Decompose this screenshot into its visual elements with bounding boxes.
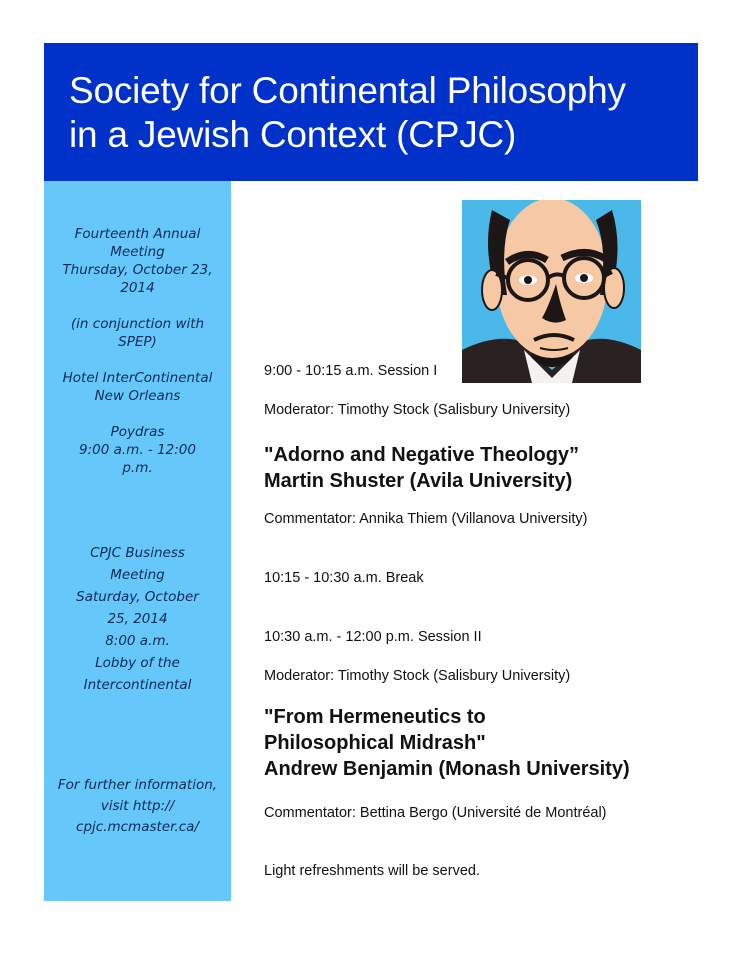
further-info (44, 775, 231, 838)
session-2-paper (264, 704, 630, 782)
spacer (44, 405, 231, 423)
session-2-commentator: Commentator: Bettina Bergo (Université de Montréal) (264, 805, 607, 821)
venue-line: Hotel InterContinental (62, 370, 213, 386)
spacer (44, 351, 231, 369)
room-line: Poydras (110, 424, 165, 440)
meeting-date: Thursday, October 23, (62, 262, 213, 278)
sidebar (44, 181, 231, 901)
business-date: 25, 2014 (107, 611, 168, 627)
business-meeting-info (44, 542, 231, 696)
info-line: visit http:// (100, 798, 175, 814)
session-1-title: "Adorno and Negative Theology” (264, 444, 580, 466)
session-1-time: 9:00 - 10:15 a.m. Session I (264, 363, 438, 379)
session-2-time: 10:30 a.m. - 12:00 p.m. Session II (264, 629, 482, 645)
business-time: 8:00 a.m. (105, 633, 170, 649)
session-1-paper (264, 442, 579, 494)
annual-meeting-info (44, 225, 231, 477)
portrait-illustration-icon (462, 200, 641, 383)
session-2-moderator: Moderator: Timothy Stock (Salisbury University) (264, 668, 571, 684)
business-location: Lobby of the (95, 655, 180, 671)
venue-line: New Orleans (94, 388, 181, 404)
meeting-line: Meeting (110, 244, 165, 260)
business-line: Meeting (110, 567, 165, 583)
session-2-title: "From Hermeneutics to (264, 706, 486, 728)
flyer-header (44, 43, 698, 181)
refreshments-note: Light refreshments will be served. (264, 863, 480, 879)
title-line-1: Society for Continental Philosophy (69, 70, 626, 111)
session-1-commentator: Commentator: Annika Thiem (Villanova University) (264, 511, 588, 527)
adorno-portrait-image (462, 200, 641, 383)
break-time: 10:15 - 10:30 a.m. Break (264, 570, 424, 586)
time-line: p.m. (122, 460, 153, 476)
website-link[interactable]: cpjc.mcmaster.ca/ (76, 819, 199, 835)
session-1-speaker: Martin Shuster (Avila University) (264, 470, 573, 492)
session-2-speaker: Andrew Benjamin (Monash University) (264, 758, 630, 780)
time-line: 9:00 a.m. - 12:00 (79, 442, 196, 458)
spacer (44, 297, 231, 315)
business-location: Intercontinental (83, 677, 192, 693)
conjunction-line: SPEP) (118, 334, 157, 350)
session-2-title: Philosophical Midrash" (264, 732, 486, 754)
conjunction-line: (in conjunction with (70, 316, 205, 332)
session-1-moderator: Moderator: Timothy Stock (Salisbury University) (264, 402, 571, 418)
title-line-2: in a Jewish Context (CPJC) (69, 114, 517, 155)
business-line: CPJC Business (90, 545, 185, 561)
business-date: Saturday, October (76, 589, 199, 605)
meeting-line: Fourteenth Annual (74, 226, 201, 242)
info-line: For further information, (57, 777, 218, 793)
meeting-year: 2014 (120, 280, 155, 296)
